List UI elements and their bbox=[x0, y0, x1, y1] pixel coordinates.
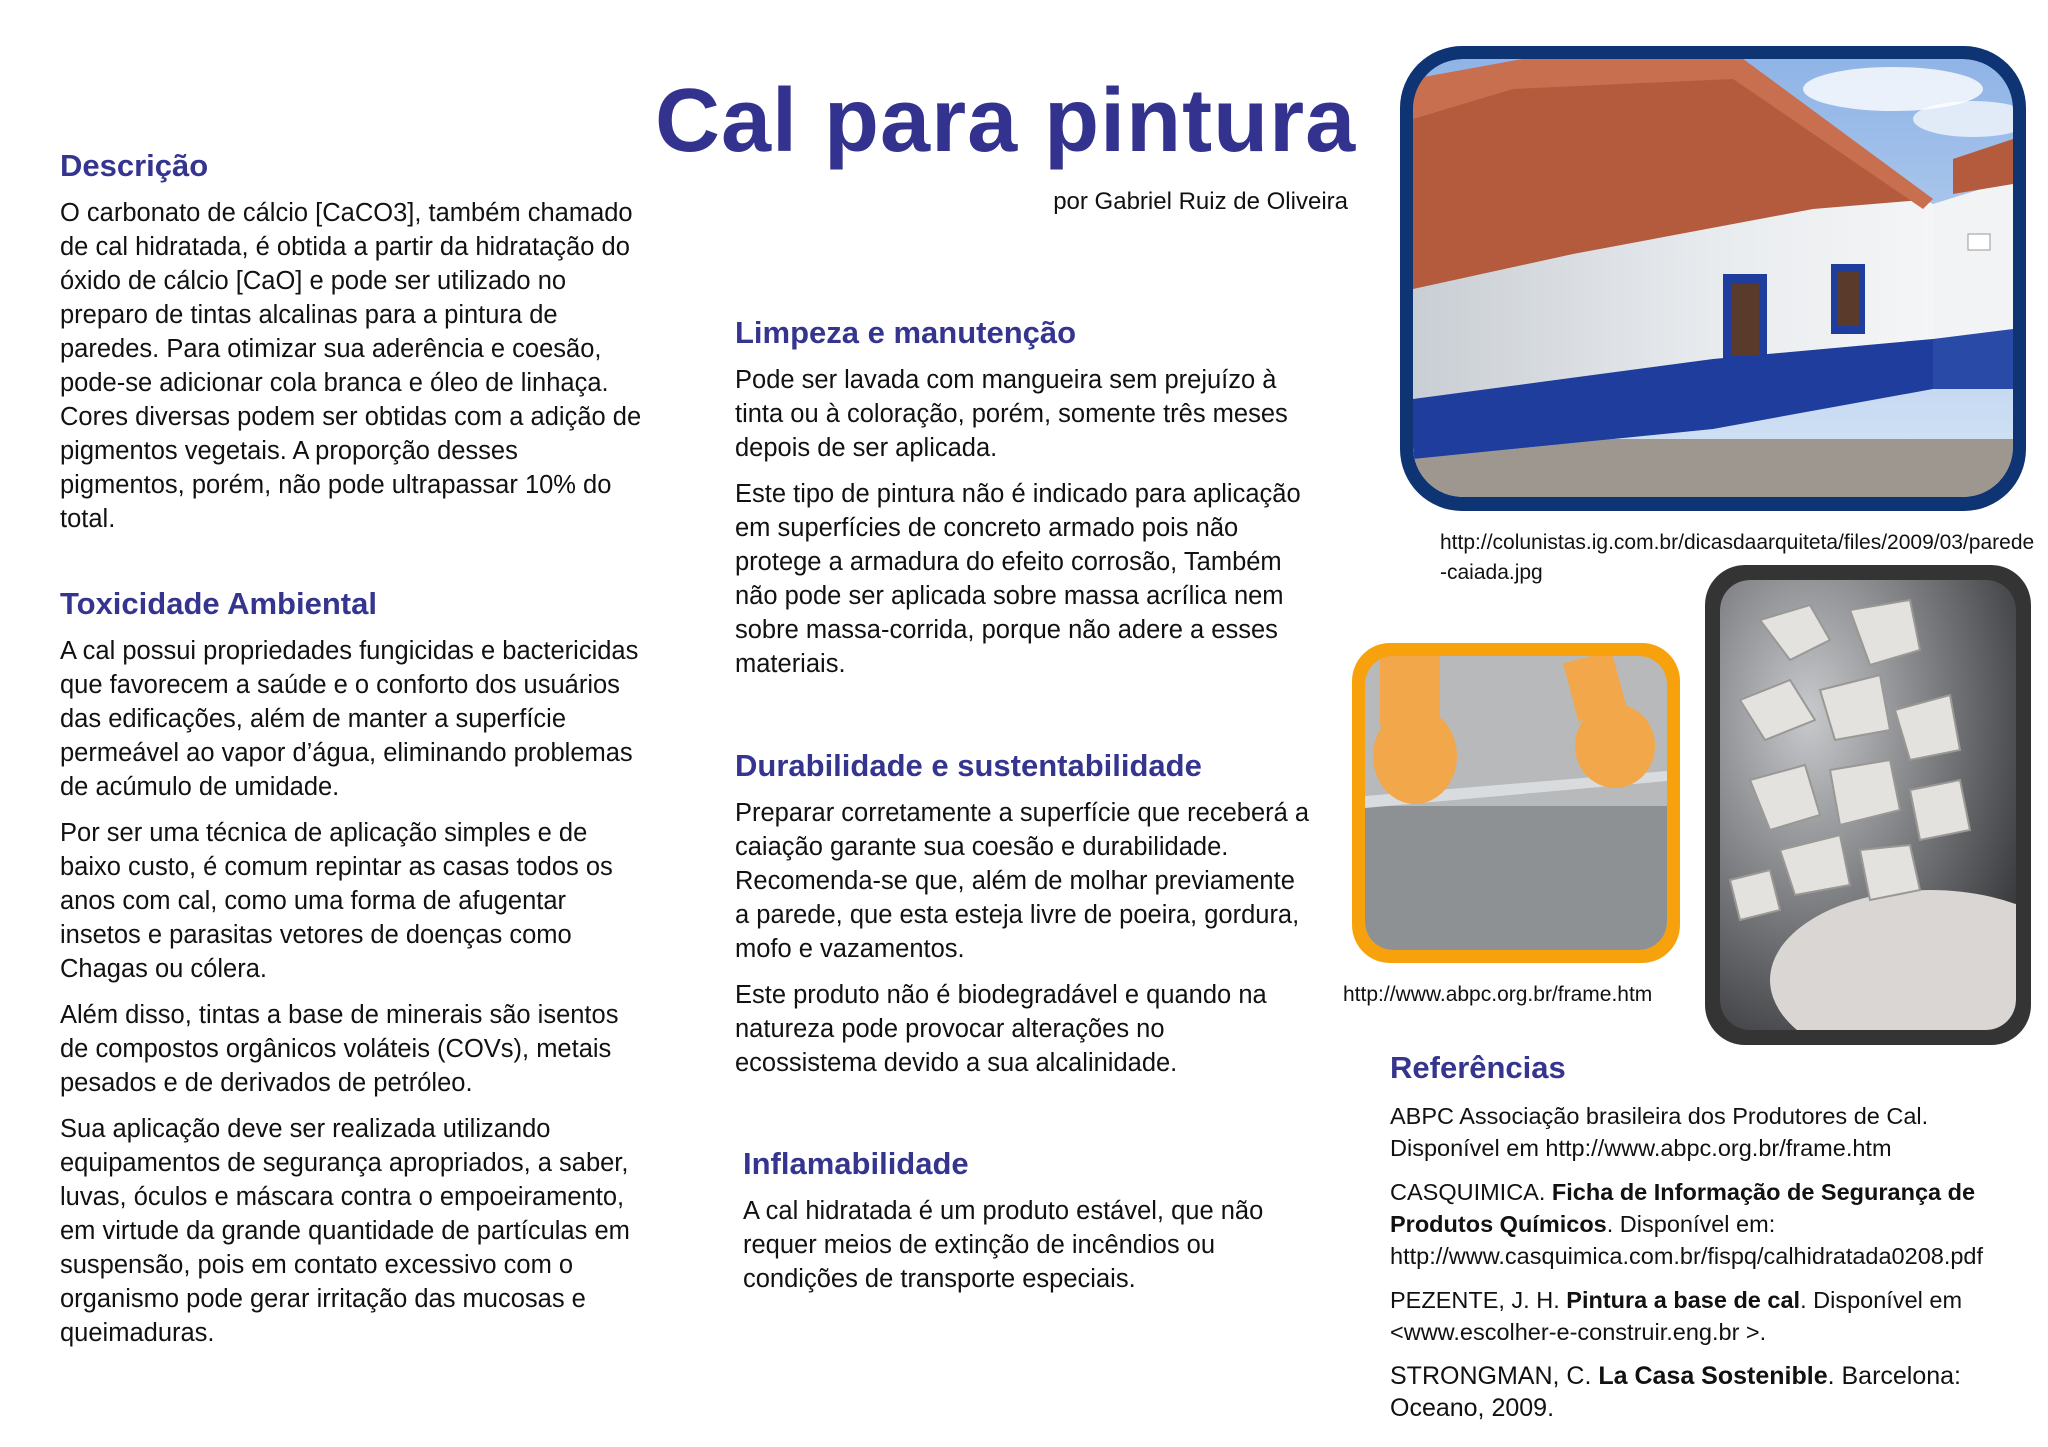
house-photo bbox=[1400, 46, 2026, 511]
paragraph: O carbonato de cálcio [CaCO3], também chamado de cal hidratada, é obtida a partir da hidratação do óxido de cálcio [CaO] e pode ser utilizado no preparo de tintas alcalinas para a pintura de paredes. Para otimizar sua aderência e coesão, pode-se adicionar cola branca e óleo de linhaça. Cores diversas podem ser obtidas com a adição de pigmentos vegetais. A proporção desses pigmentos, porém, não pode ultrapassar 10% do total. bbox=[60, 199, 642, 533]
reference-item: ABPC Associação brasileira dos Produtores de Cal. Disponível em http://www.abpc.org.br/frame.htm bbox=[1390, 1103, 1929, 1161]
reference-item: CASQUIMICA. Ficha de Informação de Segurança de Produtos Químicos. Disponível em: http://www.casquimica.com.br/fispq/calhidratada0208.pdf bbox=[1390, 1179, 1984, 1269]
paragraph: Este tipo de pintura não é indicado para aplicação em superfícies de concreto armado pois não protege a armadura do efeito corrosão, Também não pode ser aplicada sobre massa acrílica nem sobre massa-corrida, porque não adere a esses materiais. bbox=[735, 480, 1301, 678]
paragraph: Este produto não é biodegradável e quando na natureza pode provocar alterações no ecossistema devido a sua alcalinidade. bbox=[735, 981, 1267, 1077]
section-heading: Limpeza e manutenção bbox=[735, 315, 1077, 350]
author-line: por Gabriel Ruiz de Oliveira bbox=[1053, 188, 1348, 215]
section-descricao bbox=[60, 148, 645, 536]
image-caption: http://www.abpc.org.br/frame.htm bbox=[1343, 983, 1653, 1006]
paragraph: Preparar corretamente a superfície que receberá a caiação garante sua coesão e durabilidade. Recomenda-se que, além de molhar previamente a parede, que esta esteja livre de poeira, gordura, mofo e vazamentos. bbox=[735, 799, 1310, 963]
section-toxicidade bbox=[60, 586, 645, 1350]
lime-stones-illustration bbox=[1720, 580, 2016, 1030]
section-inflamabilidade bbox=[743, 1146, 1283, 1296]
trowel-photo bbox=[1352, 643, 1680, 963]
section-limpeza bbox=[735, 315, 1310, 681]
section-heading: Descrição bbox=[60, 148, 209, 183]
section-heading: Durabilidade e sustentabilidade bbox=[735, 748, 1202, 783]
paragraph: Por ser uma técnica de aplicação simples e de baixo custo, é comum repintar as casas todos os anos com cal, como uma forma de afugentar insetos e parasitas vetores de doenças como Chagas ou cólera. bbox=[60, 819, 613, 983]
reference-item: PEZENTE, J. H. Pintura a base de cal. Disponível em <www.escolher-e-construir.eng.br >. bbox=[1390, 1287, 1963, 1345]
section-heading: Inflamabilidade bbox=[743, 1146, 969, 1181]
section-heading: Referências bbox=[1390, 1050, 1566, 1085]
plastering-illustration bbox=[1365, 656, 1667, 950]
paragraph: Além disso, tintas a base de minerais são isentos de compostos orgânicos voláteis (COVs), metais pesados e de derivados de petróleo. bbox=[60, 1001, 619, 1097]
reference-item: STRONGMAN, C. La Casa Sostenible. Barcelona: Oceano, 2009. bbox=[1390, 1362, 1962, 1422]
paragraph: Pode ser lavada com mangueira sem prejuízo à tinta ou à coloração, porém, somente três meses depois de ser aplicada. bbox=[735, 366, 1288, 462]
section-referencias bbox=[1390, 1050, 2030, 1424]
paragraph: A cal hidratada é um produto estável, que não requer meios de extinção de incêndios ou condições de transporte especiais. bbox=[743, 1197, 1264, 1293]
lime-photo bbox=[1705, 565, 2031, 1045]
section-durabilidade bbox=[735, 748, 1310, 1080]
page-title: Cal para pintura bbox=[655, 71, 1357, 171]
image-caption: http://colunistas.ig.com.br/dicasdaarquiteta/files/2009/03/parede-caiada.jpg bbox=[1440, 531, 2035, 584]
section-heading: Toxicidade Ambiental bbox=[60, 586, 377, 621]
paragraph: Sua aplicação deve ser realizada utilizando equipamentos de segurança apropriados, a saber, luvas, óculos e máscara contra o empoeiramento, em virtude da grande quantidade de partículas em suspensão, pois em contato excessivo com o organismo pode gerar irritação das mucosas e queimaduras. bbox=[60, 1115, 630, 1347]
paragraph: A cal possui propriedades fungicidas e bactericidas que favorecem a saúde e o conforto dos usuários das edificações, além de manter a superfície permeável ao vapor d’água, eliminando problemas de acúmulo de umidade. bbox=[60, 637, 639, 801]
whitewashed-house-illustration bbox=[1413, 59, 2013, 497]
